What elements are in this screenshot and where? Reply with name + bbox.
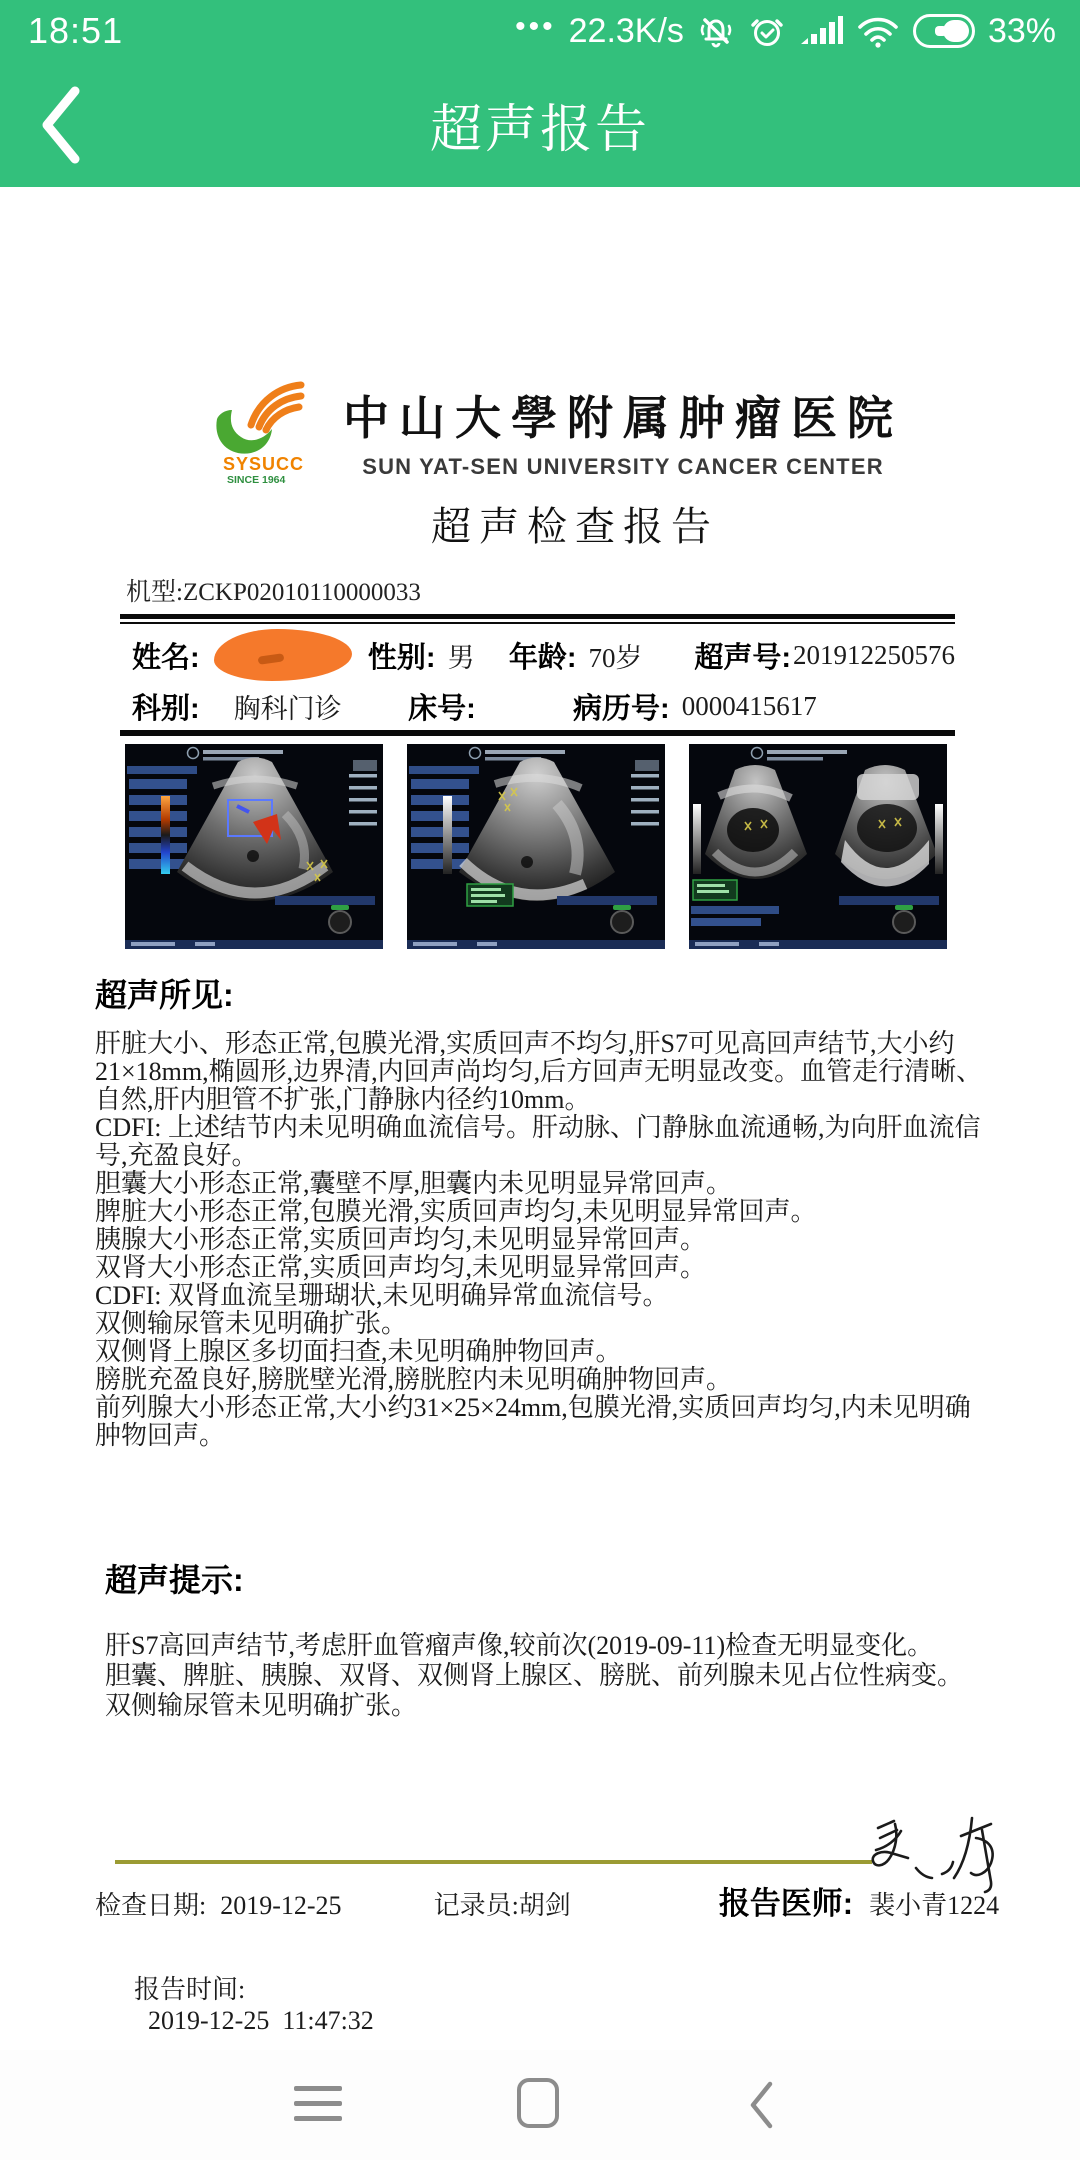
page-title: 超声报告 [429, 101, 650, 159]
nav-back-button[interactable] [748, 2080, 774, 2130]
age-value: 70岁 [588, 642, 643, 673]
battery-icon [913, 14, 975, 48]
doctor-value: 裴小青1224 [869, 1891, 1000, 1920]
report-title: 超声检查报告 [431, 505, 719, 549]
finding-line: 胰腺大小形态正常,实质回声均匀,未见明显异常回声。 [95, 1225, 707, 1254]
findings-section [95, 970, 985, 1450]
record-no-label: 病历号: [573, 692, 670, 725]
exam-date-label: 检查日期: [95, 1891, 207, 1920]
ultrasound-no-label: 超声号: [694, 641, 791, 674]
alarm-clock-icon [748, 12, 786, 50]
finding-line: 胆囊大小形态正常,囊壁不厚,胆囊内未见明显异常回声。 [95, 1169, 733, 1198]
impression-line: 胆囊、脾脏、胰腺、双肾、双侧肾上腺区、膀胱、前列腺未见占位性病变。 [105, 1661, 964, 1690]
finding-line: CDFI: 上述结节内未见明确血流信号。肝动脉、门静脉血流通畅,为向肝血流信号,充盈良好。 [95, 1113, 981, 1170]
back-chevron-icon [39, 85, 83, 165]
findings-heading: 超声所见: [95, 977, 234, 1013]
doctor-signature [858, 1798, 1018, 1918]
finding-line: 脾脏大小形态正常,包膜光滑,实质回声均匀,未见明显异常回声。 [95, 1197, 817, 1226]
signal-strength-icon [799, 14, 843, 48]
mute-bell-icon [697, 12, 735, 50]
clock-time: 18:51 [28, 10, 124, 51]
record-no-value: 0000415617 [681, 690, 817, 721]
back-button[interactable] [26, 82, 96, 168]
report-footer [0, 1860, 1080, 2066]
name-label: 姓名: [132, 641, 200, 674]
android-nav-bar [0, 2050, 1080, 2160]
ultrasound-image-3 [689, 744, 947, 949]
ultrasound-report-document [0, 187, 1080, 2050]
doctor-label: 报告医师: [718, 1886, 854, 1921]
hospital-header [12, 377, 1080, 485]
ultrasound-image-2 [407, 744, 665, 949]
finding-line: 双侧输尿管未见明确扩张。 [95, 1309, 408, 1338]
hospital-name-cn: 中山大學附属肿瘤医院 [343, 393, 903, 444]
hospital-name-en: SUN YAT-SEN UNIVERSITY CANCER CENTER [362, 454, 884, 479]
ultrasound-images-row [125, 744, 960, 949]
status-bar [0, 0, 1080, 62]
wifi-icon [856, 14, 900, 48]
impression-line: 双侧输尿管未见明确扩张。 [105, 1691, 418, 1720]
recorder-label: 记录员: [433, 1891, 519, 1920]
app-bar [0, 62, 1080, 187]
impression-heading: 超声提示: [105, 1562, 244, 1598]
exam-date-value: 2019-12-25 [220, 1891, 342, 1920]
table-row [120, 684, 955, 728]
finding-line: 双肾大小形态正常,实质回声均匀,未见明显异常回声。 [95, 1253, 707, 1282]
finding-line: 前列腺大小形态正常,大小约31×25×24mm,包膜光滑,实质回声均匀,内未见明确肿物回声。 [95, 1393, 971, 1450]
finding-line: CDFI: 双肾血流呈珊瑚状,未见明确异常血流信号。 [95, 1281, 669, 1310]
battery-percent: 33% [987, 11, 1056, 50]
age-label: 年龄: [508, 641, 577, 674]
bed-label: 床号: [408, 692, 476, 725]
home-button[interactable] [517, 2078, 559, 2128]
network-speed: 22.3K/s [568, 11, 684, 50]
svg-text:SINCE 1964: SINCE 1964 [227, 474, 286, 485]
svg-text:SYSUCC: SYSUCC [223, 454, 305, 474]
recorder-value: 胡剑 [518, 1891, 571, 1920]
finding-line: 膀胱充盈良好,膀胱壁光滑,膀胱腔内未见明确肿物回声。 [95, 1365, 733, 1394]
patient-info-table [120, 614, 955, 736]
notification-dots: ••• [515, 10, 556, 43]
recents-button[interactable] [294, 2086, 342, 2131]
impression-section [105, 1555, 985, 1721]
dept-label: 科别: [132, 692, 200, 725]
ultrasound-image-1 [125, 744, 383, 949]
report-time-label: 报告时间: [134, 1975, 246, 2004]
impression-line: 肝S7高回声结节,考虑肝血管瘤声像,较前次(2019-09-11)检查无明显变化。 [105, 1631, 934, 1660]
footer-divider [115, 1860, 872, 1864]
ultrasound-no-value: 201912250576 [793, 639, 955, 670]
dept-value: 胸科门诊 [233, 693, 342, 724]
report-time-value: 2019-12-25 11:47:32 [148, 2006, 374, 2035]
table-row [120, 626, 955, 684]
name-redaction-blob [214, 629, 352, 681]
finding-line: 双侧肾上腺区多切面扫查,未见明确肿物回声。 [95, 1337, 622, 1366]
hospital-logo [201, 377, 323, 485]
finding-line: 肝脏大小、形态正常,包膜光滑,实质回声不均匀,肝S7可见高回声结节,大小约21×18mm,椭圆形,边界清,内回声尚均匀,后方回声无明显改变。血管走行清晰、自然,肝内胆管不扩张,门静脉内径约10mm。 [95, 1029, 983, 1114]
machine-id-line: 机型:ZCKP02010110000033 [126, 579, 421, 606]
sex-label: 性别: [367, 641, 436, 674]
sex-value: 男 [447, 642, 475, 673]
